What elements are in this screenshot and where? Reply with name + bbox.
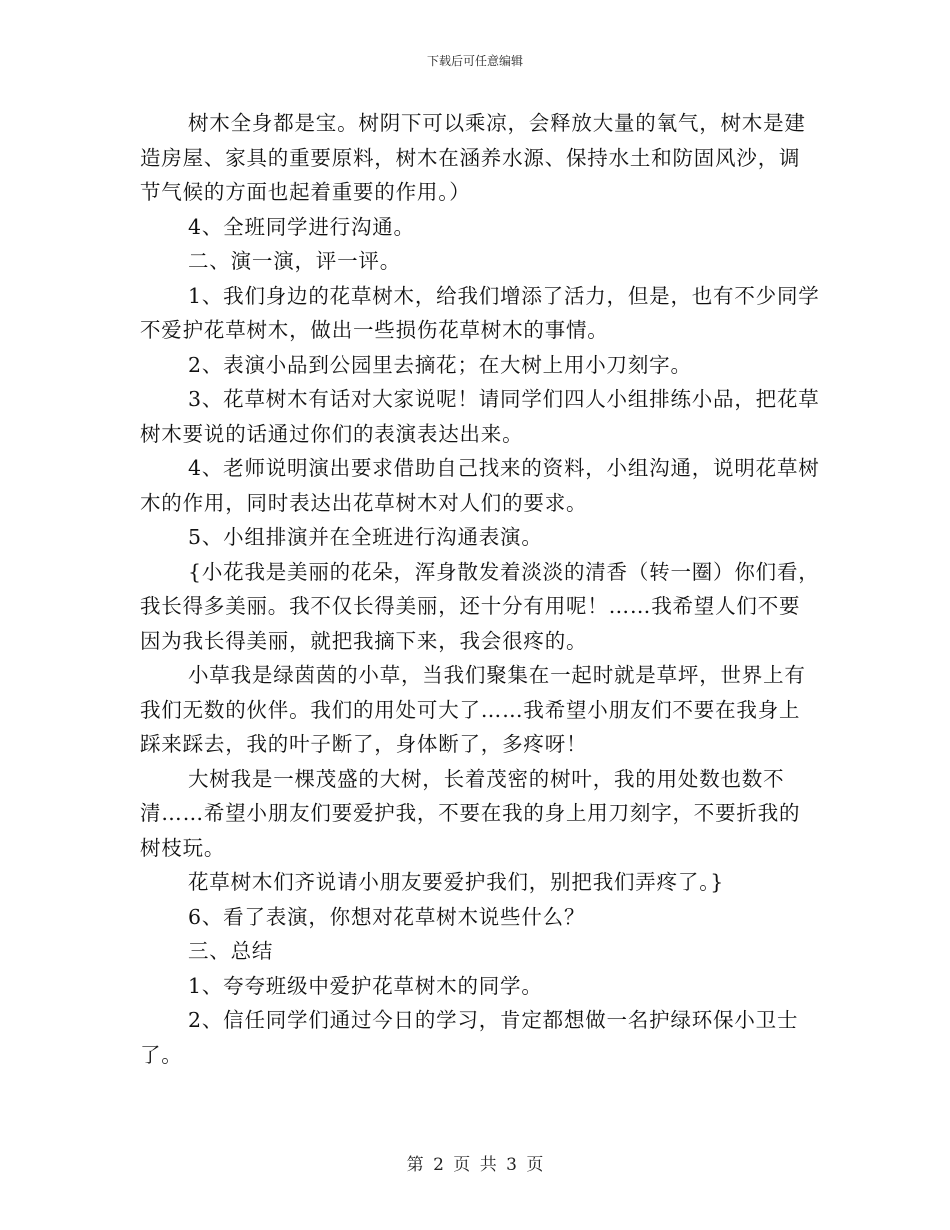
paragraph: 花草树木们齐说请小朋友要爱护我们，别把我们弄疼了。} [188,870,725,894]
paragraph: 树木全身都是宝。树阴下可以乘凉，会释放大量的氧气，树木是建造房屋、家具的重要原料，树木在涵养水源、保持水土和防固风沙，调节气候的方面也起着重要的作用。） [140,111,806,204]
paragraph: 大树我是一棵茂盛的大树，长着茂密的树叶，我的用处数也数不清……希望小朋友们要爱护我，不要在我的身上用刀刻字，不要折我的树枝玩。 [140,766,801,860]
page-header: 下载后可任意编辑 [426,54,523,68]
paragraph: 4、全班同学进行沟通。 [188,214,415,239]
paragraph: 6、看了表演，你想对花草树木说些什么？ [188,904,586,929]
paragraph: 3、花草树木有话对大家说呢！请同学们四人小组排练小品，把花草树木要说的话通过你们的表演表达出来。 [140,387,820,446]
paragraph: 2、表演小品到公园里去摘花；在大树上用小刀刻字。 [188,352,692,377]
paragraph: 4、老师说明演出要求借助自己找来的资料，小组沟通，说明花草树木的作用，同时表达出花草树木对人们的要求。 [140,456,820,515]
page-footer: 第 2 页 共 3 页 [406,1155,544,1175]
paragraph: 2、信任同学们通过今日的学习，肯定都想做一名护绿环保小卫士了。 [140,1008,799,1067]
document-body [140,106,820,1072]
paragraph: 三、总结 [188,939,274,963]
paragraph: {小花我是美丽的花朵，浑身散发着淡淡的清香（转一圈）你们看，我长得多美丽。我不仅长得美丽，还十分有用呢！……我希望人们不要因为我长得美丽，就把我摘下来，我会很疼的。 [140,559,820,653]
paragraph: 小草我是绿茵茵的小草，当我们聚集在一起时就是草坪，世界上有我们无数的伙伴。我们的用处可大了……我希望小朋友们不要在我身上踩来踩去，我的叶子断了，身体断了，多疼呀！ [140,663,806,756]
paragraph: 1、我们身边的花草树木，给我们增添了活力，但是，也有不少同学不爱护花草树木，做出一些损伤花草树木的事情。 [140,283,820,342]
paragraph: 1、夸夸班级中爱护花草树木的同学。 [188,973,543,998]
paragraph: 5、小组排演并在全班进行沟通表演。 [188,525,543,549]
paragraph: 二、演一演，评一评。 [188,249,401,273]
